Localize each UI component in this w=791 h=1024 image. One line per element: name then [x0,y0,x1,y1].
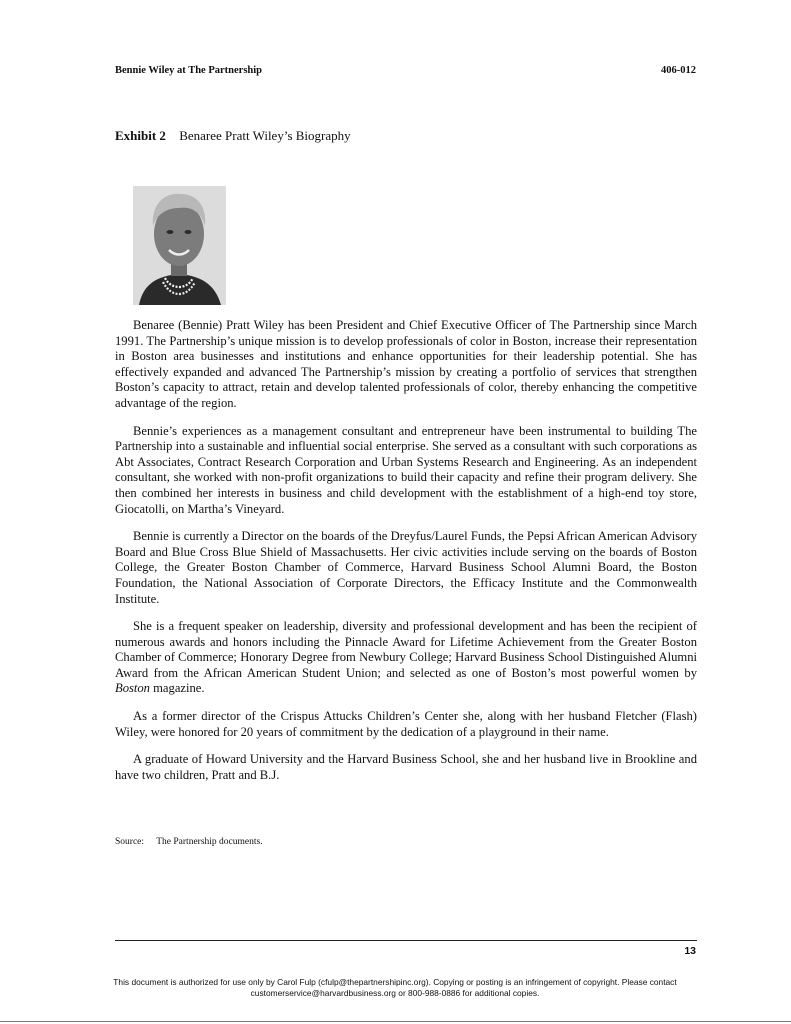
document-number: 406-012 [661,65,696,76]
portrait-illustration [133,186,226,305]
page-number: 13 [684,945,696,957]
paragraph-crispus-attucks: As a former director of the Crispus Attucks Children’s Center she, along with her husband Fletcher (Flash) Wiley, were honored for 20 years of commitment by the dedication of a playground in their name. [115,709,697,739]
biography-body [115,318,697,795]
page-bottom-edge [0,1021,791,1022]
exhibit-label: Exhibit 2 [115,128,166,143]
awards-text-end: magazine. [149,681,205,696]
copyright-footer [60,977,730,999]
exhibit-title: Benaree Pratt Wiley’s Biography [179,128,351,143]
source-label: Source: [115,837,145,847]
exhibit-heading [115,128,351,144]
magazine-name: Boston [115,681,150,696]
running-header-title: Bennie Wiley at The Partnership [115,65,263,76]
paragraph-experience: Bennie’s experiences as a management consultant and entrepreneur have been instrumental to building The Partnership into a sustainable and influential social enterprise. She served as a consultant with such corporations as Abt Associates, Contract Research Corporation and Urban Systems Research and Engineering. As an independent consultant, she worked with non-profit organizations to build their capacity and refine their program delivery. She then combined her interests in business and child development with the establishment of a high-end toy store, Giocatolli, on Martha’s Vineyard. [115,423,697,516]
source-note [115,837,263,847]
source-text: The Partnership documents. [156,837,263,847]
awards-text: She is a frequent speaker on leadership, diversity and professional development and has been the recipient of numerous awards and honors including the Pinnacle Award for Lifetime Achievement from the Greater Boston Chamber of Commerce; Honorary Degree from Newbury College; Harvard Business School Distinguished Alumni Award from the African American Student Union; and selected as one of Boston’s most powerful women by [115,619,697,680]
paragraph-boards: Bennie is currently a Director on the boards of the Dreyfus/Laurel Funds, the Pepsi African American Advisory Board and Blue Cross Blue Shield of Massachusetts. Her civic activities include serving on the boards of Boston College, the Greater Boston Chamber of Commerce, Harvard Business School Alumni Board, the Boston Foundation, the National Association of Corporate Directors, the Efficacy Institute and the Commonwealth Institute. [115,529,697,606]
paragraph-education: A graduate of Howard University and the Harvard Business School, she and her husband live in Brookline and have two children, Pratt and B.J. [115,752,697,782]
paragraph-presidency: Benaree (Bennie) Pratt Wiley has been President and Chief Executive Officer of The Partnership since March 1991. The Partnership’s unique mission is to develop professionals of color in Boston, increase their representation in Boston area businesses and institutions and enhance opportunities for their leadership potential. She has effectively expanded and advanced The Partnership’s mission by creating a portfolio of services that strengthen Boston’s capacity to attract, retain and develop talented professionals of color, thereby enhancing the competitive advantage of the region. [115,318,697,410]
portrait-photo [133,186,226,305]
copyright-line-2: customerservice@harvardbusiness.org or 800-988-0886 for additional copies. [250,988,540,998]
copyright-line-1: This document is authorized for use only by Carol Fulp (cfulp@thepartnershipinc.org). Copying or posting is an infringement of copyright. Please contact [113,977,677,987]
footer-divider [115,940,697,941]
paragraph-awards [115,619,697,697]
